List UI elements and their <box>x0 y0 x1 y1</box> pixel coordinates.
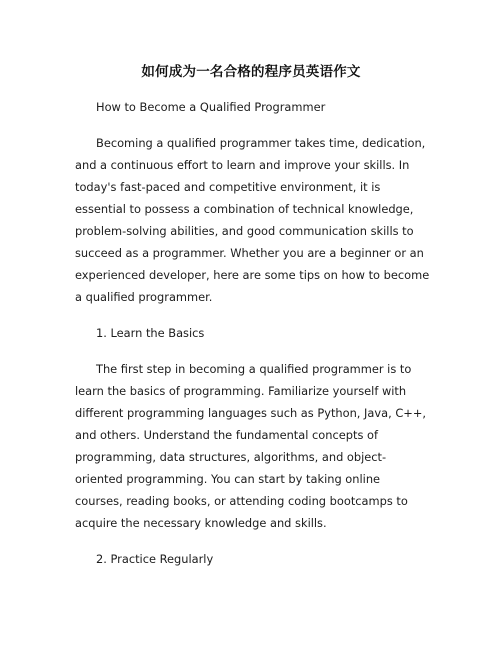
section-heading-practice-regularly: 2. Practice Regularly <box>96 552 214 566</box>
document-body <box>75 96 430 584</box>
intro-paragraph: Becoming a qualified programmer takes time, dedication, and a continuous effort to learn and improve your skills. In today's fast-paced and competitive environment, it is essential to possess a combination of technical knowledge, problem-solving abilities, and good communication skills to succeed as a programmer. Whether you are a beginner or an experienced developer, here are some tips on how to become a qualified programmer. <box>75 136 430 304</box>
section-heading-learn-basics: 1. Learn the Basics <box>96 326 205 340</box>
document-subtitle: How to Become a Qualified Programmer <box>96 100 326 114</box>
document-title: 如何成为一名合格的程序员英语作文 <box>141 64 361 80</box>
section-paragraph-learn-basics: The first step in becoming a qualified programmer is to learn the basics of programming. Familiarize yourself with different programming languages such as Python, Java, C++, and others. Understand the fundamental concepts of programming, data structures, algorithms, and object-oriented programming. You can start by taking online courses, reading books, or attending coding bootcamps to acquire the necessary knowledge and skills. <box>75 362 427 530</box>
